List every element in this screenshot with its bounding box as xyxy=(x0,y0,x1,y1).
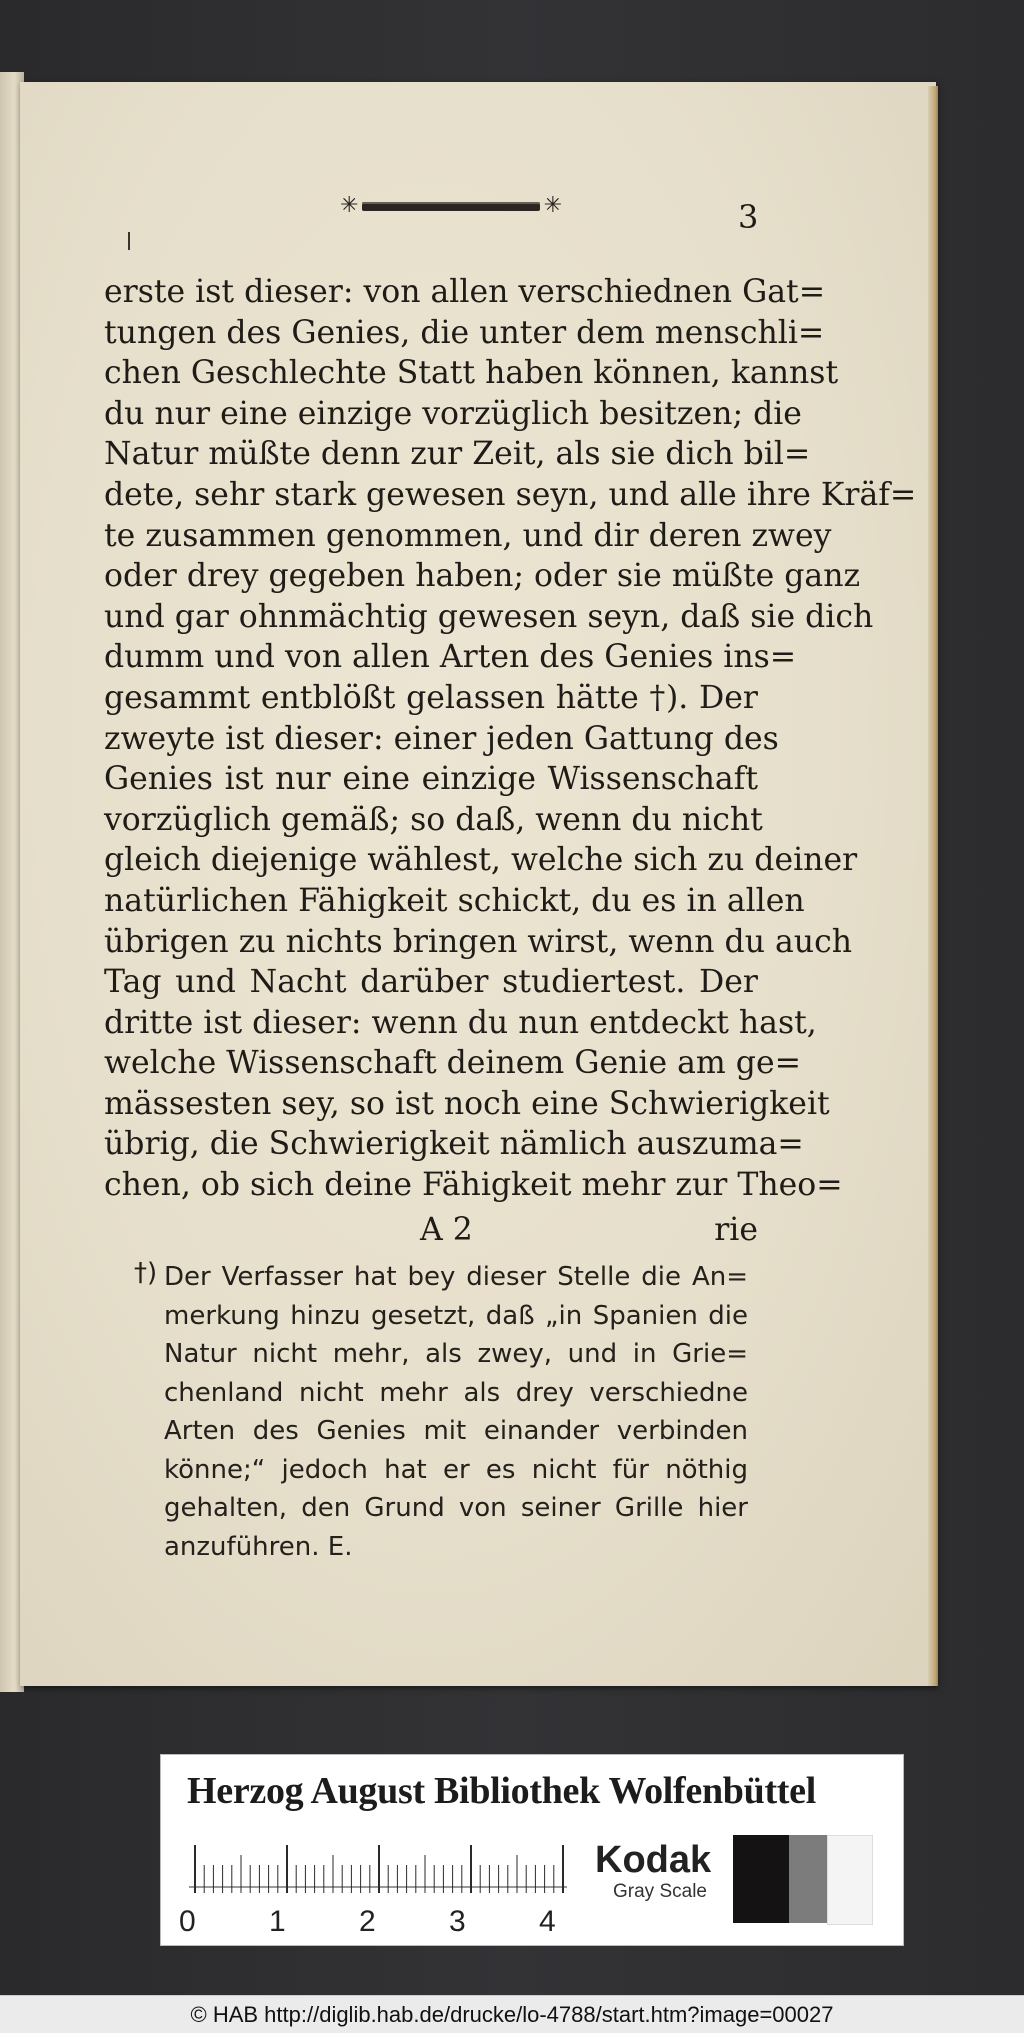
color-reference-card xyxy=(160,1754,904,1946)
ruler-number: 4 xyxy=(539,1905,556,1938)
text-line: oder drey gegeben haben; oder sie müßte ganz xyxy=(104,558,861,595)
text-line: gesammt entblößt gelassen hätte †). Der xyxy=(104,679,758,716)
stray-mark xyxy=(128,232,130,250)
copyright-footer: © HAB http://diglib.hab.de/drucke/lo-4788/start.htm?image=00027 xyxy=(0,1995,1024,2033)
text-line: Natur müßte denn zur Zeit, als sie dich bil= xyxy=(104,436,811,473)
signature-mark: A 2 xyxy=(420,1212,473,1248)
footnote-line: gehalten, den Grund von seiner Grille hier xyxy=(164,1493,748,1523)
text-line: natürlichen Fähigkeit schickt, du es in allen xyxy=(104,882,805,919)
body-text xyxy=(104,272,917,1206)
text-line: du nur eine einzige vorzüglich besitzen; die xyxy=(104,395,802,432)
ruler-number: 3 xyxy=(449,1905,466,1938)
footnote-line: chenland nicht mehr als drey verschiedne xyxy=(164,1377,748,1408)
text-line: dumm und von allen Arten des Genies ins= xyxy=(104,639,797,676)
footnote-line: Arten des Genies mit einander verbinden xyxy=(164,1416,748,1446)
library-title: Herzog August Bibliothek Wolfenbüttel xyxy=(187,1770,816,1812)
footnote-lines xyxy=(134,1258,748,1566)
footnote-line: Der Verfasser hat bey dieser Stelle die An= xyxy=(164,1262,748,1292)
text-line: Genies ist nur eine einzige Wissenschaft xyxy=(104,761,758,798)
text-line: dritte ist dieser: wenn du nun entdeckt hast, xyxy=(104,1004,817,1041)
ornament-left-icon: ✳ xyxy=(340,193,359,218)
page-number: 3 xyxy=(738,198,759,236)
ruler-numbers xyxy=(179,1905,739,1939)
text-line: vorzüglich gemäß; so daß, wenn du nicht xyxy=(104,801,763,838)
text-line: Tag und Nacht darüber studiertest. Der xyxy=(104,964,758,1001)
ornament-bar xyxy=(362,202,539,211)
footnote xyxy=(134,1258,748,1566)
catchword: rie xyxy=(714,1212,758,1248)
page-edge xyxy=(928,86,938,1686)
kodak-logo: Kodak xyxy=(595,1839,712,1881)
ruler-number: 2 xyxy=(359,1905,376,1938)
footnote-line: merkung hinzu gesetzt, daß „in Spanien die xyxy=(164,1300,748,1331)
text-line: chen, ob sich deine Fähigkeit mehr zur Theo= xyxy=(104,1167,843,1204)
footnote-line: anzuführen. E. xyxy=(164,1531,353,1562)
ornament-right-icon: ✳ xyxy=(543,193,562,218)
signature-line xyxy=(104,1210,758,1250)
text-line: welche Wissenschaft deinem Genie am ge= xyxy=(104,1045,801,1082)
text-line: übrig, die Schwierigkeit nämlich auszuma= xyxy=(104,1126,804,1163)
footnote-line: könne;“ jedoch hat er es nicht für nöthig xyxy=(164,1454,748,1485)
text-line: te zusammen genommen, und dir deren zwey xyxy=(104,517,832,554)
ruler-number: 1 xyxy=(269,1905,286,1938)
text-line: chen Geschlechte Statt haben können, kannst xyxy=(104,355,839,392)
gray-swatch xyxy=(789,1835,829,1923)
text-line: gleich diejenige wählest, welche sich zu deiner xyxy=(104,842,858,879)
text-line: erste ist dieser: von allen verschiednen Gat= xyxy=(104,274,826,310)
text-line: und gar ohnmächtig gewesen seyn, daß sie dich xyxy=(104,598,874,635)
footnote-mark: †) xyxy=(134,1258,158,1288)
text-line: übrigen zu nichts bringen wirst, wenn du auch xyxy=(104,923,853,960)
gray-scale-label: Gray Scale xyxy=(613,1881,707,1902)
text-line: tungen des Genies, die unter dem menschli= xyxy=(104,314,825,351)
text-line: zweyte ist dieser: einer jeden Gattung des xyxy=(104,720,779,757)
text-line: mässesten sey, so ist noch eine Schwierigkeit xyxy=(104,1085,830,1122)
header-ornament xyxy=(340,193,562,218)
gray-swatch xyxy=(827,1835,873,1925)
ruler-number: 0 xyxy=(179,1905,196,1938)
text-line: dete, sehr stark gewesen seyn, und alle ihre Kräf= xyxy=(104,476,917,513)
gray-swatch xyxy=(733,1835,789,1923)
footnote-line: Natur nicht mehr, als zwey, und in Grie= xyxy=(164,1339,748,1369)
